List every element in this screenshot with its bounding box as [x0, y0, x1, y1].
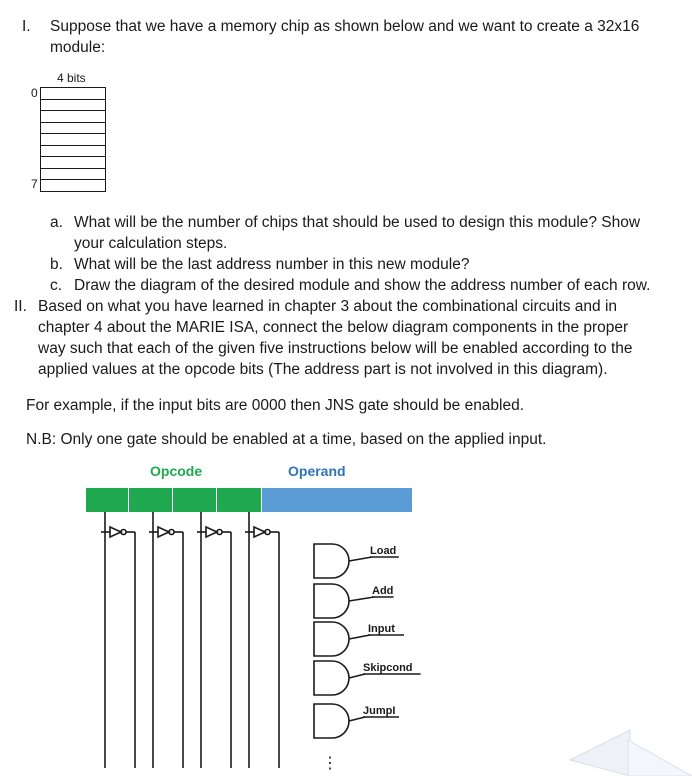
question-b-line1: What will be the last address number in this new module?: [74, 256, 470, 273]
not-gate-bubble: [121, 530, 126, 535]
gate-output-wire: [349, 717, 365, 721]
not-gate-triangle: [110, 527, 121, 537]
bit-line-pair: [197, 512, 231, 768]
and-gate-body: [314, 622, 349, 656]
gate-label: Input: [368, 623, 395, 635]
gate-label: JumpI: [363, 705, 396, 717]
question-a-marker: a.: [50, 214, 63, 231]
section1-marker: I.: [22, 18, 31, 35]
and-gate-body: [314, 661, 349, 695]
continuation-marker: ⋮: [322, 755, 338, 772]
bit-line-pair: [149, 512, 183, 768]
chip-first-row-label: 0: [31, 86, 38, 100]
gate-label: Load: [370, 545, 397, 557]
and-gate-body: [314, 704, 349, 738]
gate-output-wire: [349, 635, 370, 639]
not-gate-bubble: [265, 530, 270, 535]
note-text: N.B: Only one gate should be enabled at a time, based on the applied input.: [26, 431, 547, 448]
gate-output-wire: [349, 674, 365, 678]
section2-line2: chapter 4 about the MARIE ISA, connect the below diagram components in the proper: [38, 319, 629, 336]
section2-marker: II.: [14, 298, 27, 315]
question-c-marker: c.: [50, 277, 63, 294]
section1-text-line2: module:: [50, 39, 106, 56]
not-gate-bubble: [217, 530, 222, 535]
section2-line3: way such that each of the given five instructions below will be enabled according to the: [38, 340, 633, 357]
bit-line-pair: [101, 512, 135, 768]
chip-width-label: 4 bits: [57, 71, 86, 85]
gate-output-wire: [349, 597, 374, 601]
chip-last-row-label: 7: [31, 177, 38, 191]
section2-line4: applied values at the opcode bits (The address part is not involved in this diagram).: [38, 361, 608, 378]
opcode-bit-lines: [101, 512, 279, 768]
gate-label: Skipcond: [363, 662, 413, 674]
and-gate-body: [314, 584, 349, 618]
section2-line1: Based on what you have learned in chapter 3 about the combinational circuits and in: [38, 298, 618, 315]
not-gate-triangle: [254, 527, 265, 537]
gate-output-wire: [349, 557, 372, 561]
operand-label: Operand: [288, 463, 346, 479]
and-gate-body: [314, 544, 349, 578]
not-gate-bubble: [169, 530, 174, 535]
opcode-label: Opcode: [150, 463, 203, 479]
example-text: For example, if the input bits are 0000 then JNS gate should be enabled.: [26, 397, 525, 414]
not-gate-triangle: [206, 527, 217, 537]
gate-label: Add: [372, 585, 394, 597]
gate-labels: [363, 545, 413, 717]
question-a-line1: What will be the number of chips that should be used to design this module? Show: [74, 214, 641, 231]
question-b-marker: b.: [50, 256, 63, 273]
bit-line-pair: [245, 512, 279, 768]
question-c-line1: Draw the diagram of the desired module and show the address number of each row.: [74, 277, 651, 294]
not-gate-triangle: [158, 527, 169, 537]
section1-text-line1: Suppose that we have a memory chip as shown below and we want to create a 32x16: [50, 18, 640, 35]
page-corner-decoration: [560, 720, 692, 776]
question-a-line2: your calculation steps.: [74, 235, 228, 252]
